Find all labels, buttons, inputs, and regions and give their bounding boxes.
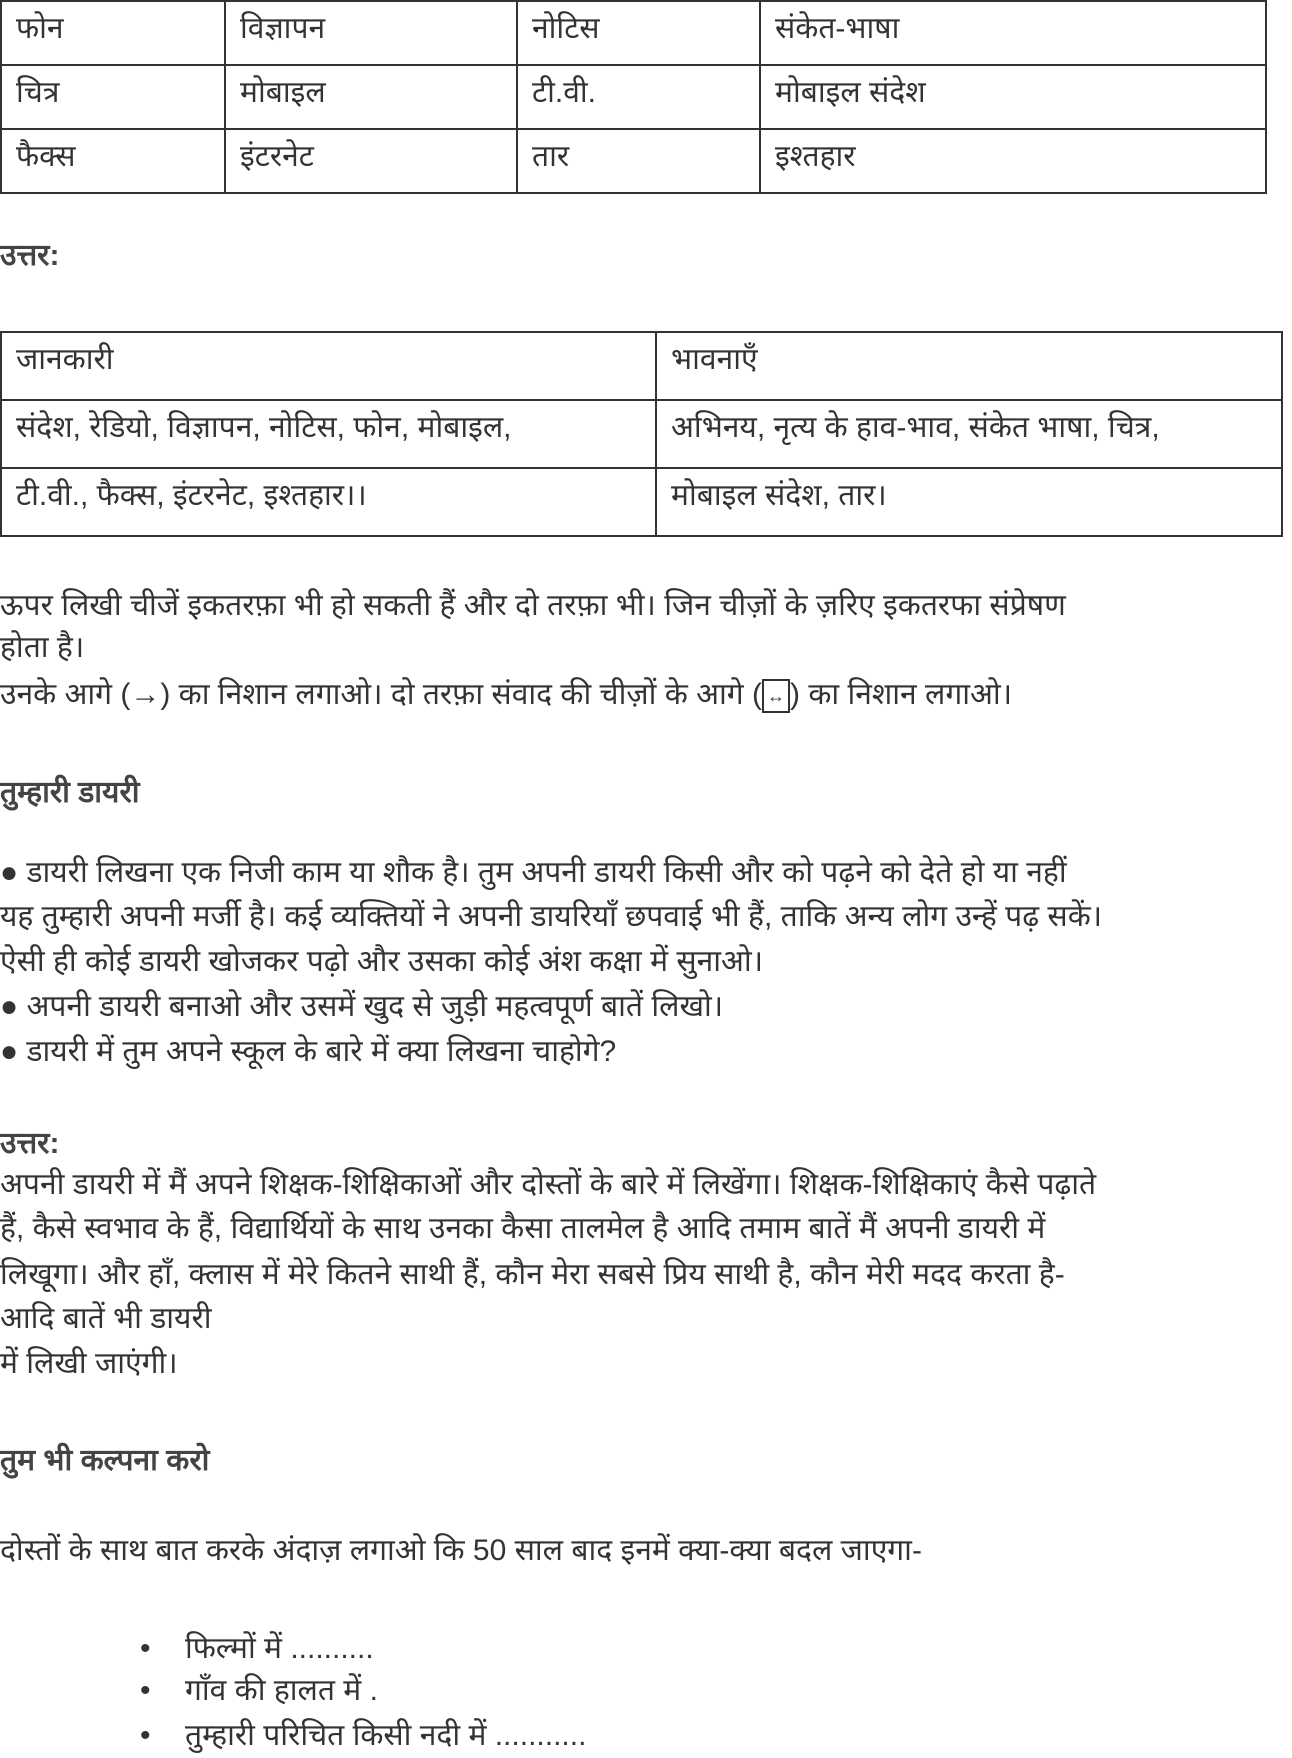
list-item-text: तुम्हारी परिचित किसी नदी में ........... — [185, 1719, 587, 1752]
answer-line: आदि बातें भी डायरी — [0, 1302, 212, 1335]
instruction-line: ऊपर लिखी चीजें इकतरफ़ा भी हो सकती हैं और दो तरफ़ा भी। जिन चीज़ों के ज़रिए इकतरफा संप्रेषण — [0, 589, 1066, 622]
paragraph-line: ● अपनी डायरी बनाओ और उसमें खुद से जुड़ी महत्वपूर्ण बातें लिखो। — [0, 990, 724, 1023]
list-item — [140, 1716, 586, 1756]
answer-line: हैं, कैसे स्वभाव के हैं, विद्यार्थियों के साथ उनका कैसा तालमेल है आदि तमाम बातें मैं अपनी डायरी में — [0, 1212, 1046, 1245]
answer-line: लिखूगा। और हाँ, क्लास में मेरे कितने साथी हैं, कौन मेरा सबसे प्रिय साथी है, कौन मेरी मदद करता है- — [0, 1258, 1065, 1291]
list-item — [140, 1629, 374, 1669]
table-row — [1, 1, 1266, 65]
answer-label: उत्तर: — [0, 1127, 60, 1160]
bullet-icon: • — [140, 1674, 151, 1707]
table-cell: चित्र — [1, 65, 225, 129]
two-way-arrow-icon: ↔ — [762, 679, 790, 713]
table-cell: इंटरनेट — [225, 129, 517, 193]
bullet-icon: • — [140, 1719, 151, 1752]
list-item-text: फिल्मों में .......... — [185, 1632, 374, 1665]
instruction-line: होता है। — [0, 631, 85, 664]
answer-label: उत्तर: — [0, 239, 60, 272]
table-cell: टी.वी. — [517, 65, 760, 129]
instruction-line — [0, 675, 1012, 715]
media-table — [0, 0, 1267, 194]
table-cell: इश्तहार — [760, 129, 1266, 193]
answer-table — [0, 331, 1283, 537]
table-row — [1, 400, 1282, 468]
answer-line: अपनी डायरी में मैं अपने शिक्षक-शिक्षिकाओं और दोस्तों के बारे में लिखेंगा। शिक्षक-शिक्षिकाएं कैसे पढ़ाते — [0, 1168, 1097, 1201]
table-cell: मोबाइल — [225, 65, 517, 129]
paragraph-line: ● डायरी लिखना एक निजी काम या शौक है। तुम अपनी डायरी किसी और को पढ़ने को देते हो या नहीं — [0, 856, 1067, 889]
paragraph-line: ऐसी ही कोई डायरी खोजकर पढ़ो और उसका कोई अंश कक्षा में सुनाओ। — [0, 945, 764, 978]
table-header: जानकारी — [1, 332, 656, 400]
answer-line: में लिखी जाएंगी। — [0, 1347, 178, 1380]
table-row — [1, 129, 1266, 193]
section-heading: तुम्हारी डायरी — [0, 776, 140, 809]
table-cell: नोटिस — [517, 1, 760, 65]
table-header-row — [1, 332, 1282, 400]
table-cell: टी.वी., फैक्स, इंटरनेट, इश्तहार।। — [1, 468, 656, 536]
table-cell: तार — [517, 129, 760, 193]
list-item — [140, 1671, 378, 1711]
table-cell: फोन — [1, 1, 225, 65]
table-row — [1, 65, 1266, 129]
table-cell: अभिनय, नृत्य के हाव-भाव, संकेत भाषा, चित्र, — [656, 400, 1282, 468]
table-row — [1, 468, 1282, 536]
instruction-text: ) का निशान लगाओ। — [790, 678, 1013, 711]
table-cell: संकेत-भाषा — [760, 1, 1266, 65]
paragraph-line: ● डायरी में तुम अपने स्कूल के बारे में क्या लिखना चाहोगे? — [0, 1035, 617, 1068]
paragraph-line: दोस्तों के साथ बात करके अंदाज़ लगाओ कि 50 साल बाद इनमें क्या-क्या बदल जाएगा- — [0, 1534, 922, 1567]
list-item-text: गाँव की हालत में . — [185, 1674, 378, 1707]
bullet-icon: • — [140, 1632, 151, 1665]
instruction-text: उनके आगे (→) का निशान लगाओ। दो तरफ़ा संवाद की चीज़ों के आगे ( — [0, 678, 762, 711]
table-header: भावनाएँ — [656, 332, 1282, 400]
table-cell: विज्ञापन — [225, 1, 517, 65]
table-cell: मोबाइल संदेश — [760, 65, 1266, 129]
table-cell: मोबाइल संदेश, तार। — [656, 468, 1282, 536]
section-heading: तुम भी कल्पना करो — [0, 1444, 210, 1477]
table-cell: संदेश, रेडियो, विज्ञापन, नोटिस, फोन, मोबाइल, — [1, 400, 656, 468]
table-cell: फैक्स — [1, 129, 225, 193]
paragraph-line: यह तुम्हारी अपनी मर्जी है। कई व्यक्तियों ने अपनी डायरियाँ छपवाई भी हैं, ताकि अन्य लोग उन्हें पढ़ सकें। — [0, 900, 1103, 933]
